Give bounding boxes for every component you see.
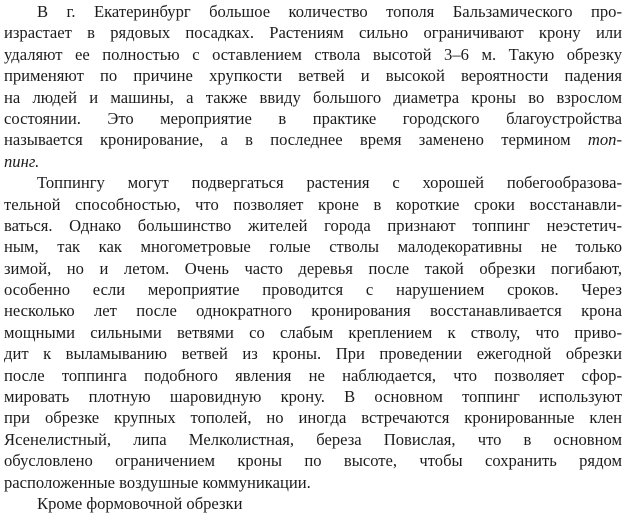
text-line (4, 44, 622, 65)
text-line (4, 365, 622, 386)
italic-text-run: топ- (587, 130, 622, 150)
text-run: дит к выламыванию ветвей из кроны. При проведении ежегодной обрезки (4, 344, 622, 364)
text-line (4, 194, 622, 215)
text-run: зимой, но и летом. Очень часто деревья после такой обрезки погибают, (4, 258, 622, 278)
text-run: тельной способностью, что позволяет кроне в короткие сроки восстанавли- (4, 194, 622, 214)
text-line (4, 87, 622, 108)
text-run: обусловлено ограничением кроны по высоте, чтобы сохранить рядом (4, 451, 622, 471)
text-run: удаляют ее полностью с оставлением ствола высотой 3–6 м. Такую обрезку (4, 44, 622, 64)
text-line (4, 236, 622, 257)
text-line (4, 129, 622, 150)
text-line (4, 322, 622, 343)
text-run: несколько лет после однократного кронирования восстанавливается крона (4, 301, 622, 321)
text-line (4, 279, 622, 300)
text-run: мировать плотную шаровидную крону. В основном топпинг используют (4, 387, 622, 407)
text-line (4, 151, 622, 172)
text-line (4, 407, 622, 428)
paragraph (4, 1, 622, 172)
text-line (4, 22, 622, 43)
text-line (4, 450, 622, 471)
text-run: Кроме формовочной обрезки (37, 493, 243, 513)
text-run: применяют по причине хрупкости ветвей и высокой вероятности падения (4, 66, 622, 86)
text-run: Ясенелистный, липа Мелколистная, береза Повислая, что в основном (4, 429, 622, 449)
text-run: мощными сильными ветвями со слабым креплением к стволу, что приво- (4, 322, 622, 342)
text-run: Топпингу могут подвергаться растения с хорошей побегообразова- (37, 173, 622, 193)
italic-text-run: пинг. (4, 151, 40, 171)
text-line (4, 65, 622, 86)
text-run: ным, так как многометровые голые стволы малодекоративны не только (4, 237, 622, 257)
text-run: ваться. Однако большинство жителей города признают топпинг неэстетич- (4, 215, 622, 235)
text-run: при обрезке крупных тополей, но иногда встречаются кронированные клен (4, 408, 622, 428)
paragraph (4, 172, 622, 493)
text-line (4, 108, 622, 129)
text-line (4, 215, 622, 236)
text-line (4, 343, 622, 364)
paragraph (4, 493, 622, 514)
text-line (4, 300, 622, 321)
text-run: израстает в рядовых посадках. Растениям сильно ограничивают крону или (4, 23, 622, 43)
text-run: В г. Екатеринбург большое количество тополя Бальзамического про- (37, 2, 622, 21)
text-run: после топпинга подобного явления не наблюдается, что позволяет сфор- (4, 365, 622, 385)
text-line (4, 172, 622, 193)
text-run: называется кронирование, а в последнее время заменено термином (4, 130, 588, 150)
text-run: особенно если мероприятие проводится с нарушением сроков. Через (4, 280, 622, 300)
text-line (4, 472, 622, 493)
text-line (4, 429, 622, 450)
text-line (4, 493, 622, 514)
text-run: расположенные воздушные коммуникации. (4, 472, 311, 492)
text-run: состоянии. Это мероприятие в практике городского благоустройства (4, 108, 622, 128)
text-block (4, 1, 622, 514)
text-run: на людей и машины, а также ввиду большого диаметра кроны во взрослом (4, 87, 622, 107)
text-line (4, 386, 622, 407)
text-line (4, 1, 622, 22)
text-line (4, 258, 622, 279)
